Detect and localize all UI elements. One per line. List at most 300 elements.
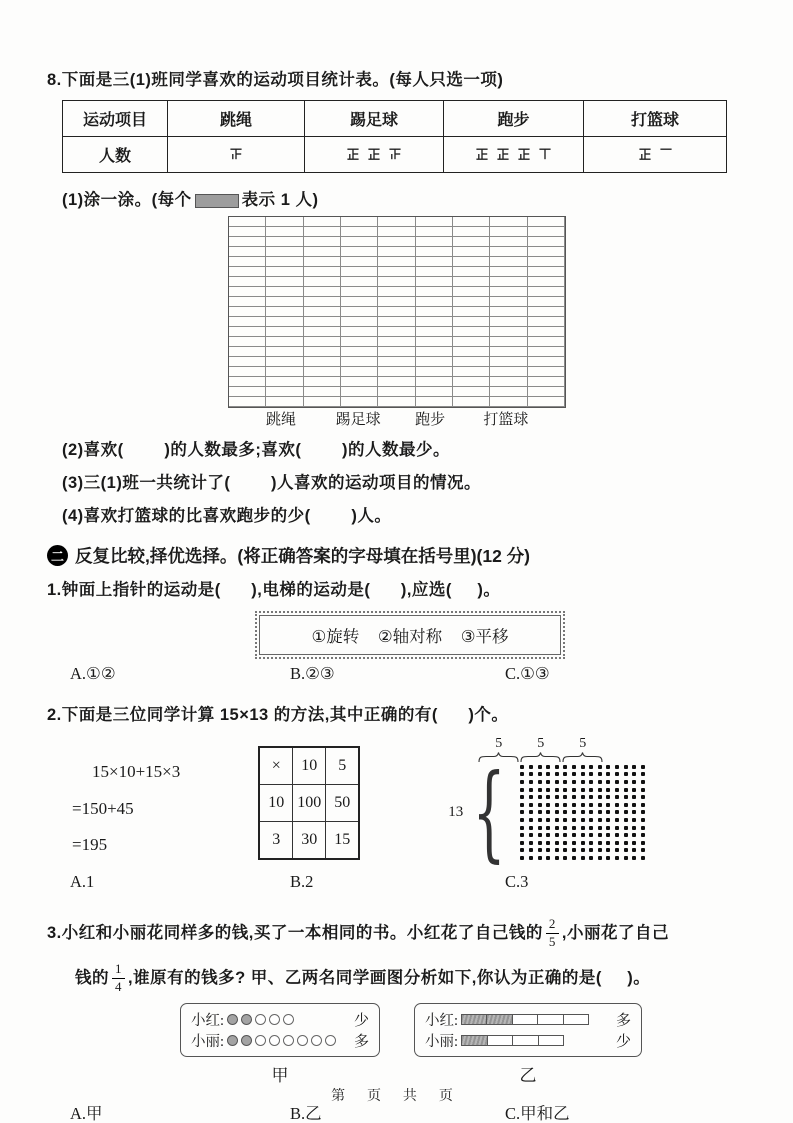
row-count-label: 13 [448,803,464,820]
dot [598,803,602,807]
dot [546,803,550,807]
q1-choice-box [259,615,561,655]
grid-cell [528,347,565,357]
diagram-jia-wrap [180,1003,380,1086]
grid-cell [304,367,341,377]
dot [555,848,559,852]
sports-stats-table [62,100,727,173]
dot [615,826,619,830]
dot [624,841,628,845]
dot [538,856,542,860]
grid-cell [378,277,415,287]
dot [581,772,585,776]
grid-cell [416,287,453,297]
grid-cell [378,237,415,247]
dot [598,810,602,814]
grid-cell [416,327,453,337]
dot [606,826,610,830]
dot [632,780,636,784]
dot [555,772,559,776]
tally-mark [637,146,653,162]
row-name: 小红: [425,1013,459,1029]
dot [538,772,542,776]
diagram-yi [414,1003,642,1057]
dot [538,810,542,814]
dot [632,772,636,776]
method-a-line: =150+45 [72,798,134,818]
tally-mark [516,146,532,162]
dot [520,810,524,814]
empty-segment [564,1015,588,1024]
method-c-dot-diagram [448,736,644,874]
dot [624,848,628,852]
grid-cell [341,357,378,367]
grid-cell [229,287,266,297]
grid-cell [378,227,415,237]
dot [641,788,645,792]
dot [572,848,576,852]
tally-cell-zuqiu [305,137,444,173]
grid-cell [304,347,341,357]
header-cell: 跳绳 [168,101,305,137]
dot [606,810,610,814]
tally-cell-tiaosheng [168,137,305,173]
method-a-calculation [72,754,180,864]
dot [641,810,645,814]
pictograph-area [228,216,566,432]
dot [641,826,645,830]
grid-cell [229,367,266,377]
q2-option-b: B.2 [290,872,314,891]
dot [606,780,610,784]
dot [589,788,593,792]
dot [529,818,533,822]
tally-mark [366,146,382,162]
dot [606,803,610,807]
empty-circle [325,1035,336,1046]
dot [615,765,619,769]
dot [589,810,593,814]
grid-cell [378,387,415,397]
grid-cell [266,397,303,407]
dot [572,856,576,860]
grid-cell [453,337,490,347]
dot [641,772,645,776]
grid-cell [378,297,415,307]
section-2-title: 反复比较,择优选择。(将正确答案的字母填在括号里)(12 分) [75,546,530,566]
dot [589,772,593,776]
dot [563,833,567,837]
dot [615,803,619,807]
method-b-table [258,746,360,860]
dot [572,833,576,837]
grid-cell [490,337,527,347]
dot [598,788,602,792]
grid-cell [266,247,303,257]
grid-cell [304,287,341,297]
grid-cell [304,337,341,347]
q3-diagrams [180,1003,745,1086]
dot [581,765,585,769]
empty-segment [538,1015,563,1024]
grid-cell [490,397,527,407]
dot [563,810,567,814]
grid-cell [266,307,303,317]
jia-row-xiaohong [191,1009,369,1030]
grid-cell [416,227,453,237]
dot [555,780,559,784]
grid-cell [416,297,453,307]
q3-option-b: B.乙 [290,1104,322,1123]
grid-cell [453,357,490,367]
dot [572,788,576,792]
dot [581,810,585,814]
page-footer: 第 页 共 页 [331,1087,462,1103]
dot [572,795,576,799]
choice-item-rotation: ①旋转 [311,628,360,646]
q2-options [47,872,745,899]
grid-cell [229,267,266,277]
dot [606,788,610,792]
dot [606,772,610,776]
choice-item-symmetry: ②轴对称 [377,628,443,646]
grid-cell [490,257,527,267]
q3-text [47,911,745,1001]
dot [572,826,576,830]
grid-cell [416,237,453,247]
circle-group [227,1014,297,1025]
grid-cell [341,307,378,317]
grid-cell [528,217,565,227]
q2-option-c: C.3 [505,872,529,891]
q3-text-part3: 钱的 [75,969,109,987]
dot [546,826,550,830]
axis-label: 跑步 [415,412,446,428]
grid-cell [378,397,415,407]
dot [589,856,593,860]
grid-cell [266,367,303,377]
diagram-yi-wrap [414,1003,642,1086]
dot [538,826,542,830]
dot [555,810,559,814]
dot [555,803,559,807]
grid-cell [453,267,490,277]
mul-cell: 30 [293,822,326,860]
dot [615,841,619,845]
dot [538,833,542,837]
grid-cell [490,347,527,357]
dot [641,795,645,799]
dot [546,780,550,784]
dot [606,765,610,769]
dot [546,848,550,852]
filled-circle [227,1014,238,1025]
row-note: 少 [615,1034,631,1050]
dot [538,818,542,822]
sub1-text-post: 表示 1 人) [241,191,319,209]
brace-label: 5 [537,736,545,751]
q2-option-a: A.1 [70,872,95,891]
dot [606,848,610,852]
grid-cell [341,347,378,357]
grid-cell [341,397,378,407]
grid-cell [528,277,565,287]
grid-cell [341,247,378,257]
grid-cell [304,397,341,407]
grid-cell [266,327,303,337]
dot [615,818,619,822]
grid-cell [229,307,266,317]
bar-xiaohong [461,1014,589,1025]
dot [615,780,619,784]
grid-cell [528,307,565,317]
dot [563,826,567,830]
grid-cell [304,277,341,287]
grid-cell [453,307,490,317]
empty-circle [311,1035,322,1046]
dot [555,788,559,792]
q1-option-b: B.②③ [290,664,335,683]
empty-circle [255,1014,266,1025]
dot [538,780,542,784]
left-brace-icon: { [472,751,506,874]
grid-cell [304,237,341,247]
dot [529,803,533,807]
dot [520,772,524,776]
grid-cell [229,257,266,267]
mul-cell: 15 [326,822,360,860]
q3-option-a: A.甲 [70,1104,103,1123]
grid-cell [528,247,565,257]
grid-cell [416,347,453,357]
grid-cell [266,337,303,347]
dot [538,848,542,852]
axis-label: 踢足球 [335,412,381,428]
grid-cell [341,387,378,397]
grid-cell [378,267,415,277]
grid-cell [378,307,415,317]
grid-cell [229,337,266,347]
dot [546,765,550,769]
grid-cell [341,257,378,267]
dot [529,826,533,830]
dot [555,795,559,799]
dot [538,803,542,807]
tally-mark [474,146,490,162]
method-a-line: =195 [72,835,108,855]
empty-circle [283,1035,294,1046]
tally-mark [228,146,244,162]
dot [598,780,602,784]
dot [529,841,533,845]
grid-cell [304,227,341,237]
mul-cell: 3 [259,822,293,860]
dot [624,772,628,776]
dot [632,826,636,830]
q1-option-a: A.①② [70,664,116,683]
grid-cell [341,287,378,297]
dot [624,765,628,769]
grid-cell [304,387,341,397]
dot [581,826,585,830]
grid-cell [528,297,565,307]
dot [546,788,550,792]
grid-cell [304,247,341,257]
dot [546,810,550,814]
dot [563,795,567,799]
dot [520,788,524,792]
grid-cell [266,317,303,327]
grid-cell [266,297,303,307]
dot [572,818,576,822]
grid-cell [416,377,453,387]
dot [589,803,593,807]
row-name: 小红: [191,1013,225,1029]
grid-cell [416,317,453,327]
header-cell: 打篮球 [584,101,727,137]
grid-cell [229,387,266,397]
diagram-jia [180,1003,380,1057]
dot [598,765,602,769]
grid-cell [490,267,527,277]
dot [624,833,628,837]
dot [598,848,602,852]
grid-cell [378,287,415,297]
q3-text-part2: ,小丽花了自己 [561,924,669,942]
dot [555,765,559,769]
grid-cell [490,247,527,257]
dot [615,788,619,792]
grid-cell [528,267,565,277]
grid-cell [378,367,415,377]
dot [538,788,542,792]
dot [581,833,585,837]
q3-text-part4: ,谁原有的钱多? 甲、乙两名同学画图分析如下,你认为正确的是( )。 [128,969,651,987]
grid-cell [266,347,303,357]
dot [555,818,559,822]
grid-cell [416,357,453,367]
header-cell: 踢足球 [305,101,444,137]
dot [520,780,524,784]
grid-cell [266,287,303,297]
dot [546,795,550,799]
grid-cell [453,377,490,387]
shaded-segment [462,1015,487,1024]
q3-option-c: C.甲和乙 [505,1104,570,1123]
grid-cell [266,217,303,227]
dot [624,788,628,792]
dot [641,818,645,822]
grid-cell [229,327,266,337]
q1-options [47,664,745,691]
mul-cell: 50 [326,785,360,822]
top-brace-icon [520,751,561,763]
grid-cell [528,357,565,367]
empty-circle [269,1014,280,1025]
grid-cell [490,307,527,317]
dot [555,841,559,845]
dot [589,818,593,822]
grid-cell [490,317,527,327]
dot [581,848,585,852]
dot [555,856,559,860]
grid-cell [341,237,378,247]
dot [641,780,645,784]
grid-cell [528,287,565,297]
dot [632,818,636,822]
grid-cell [416,367,453,377]
grid-cell [528,337,565,347]
table-tally-row [63,137,727,173]
empty-circle [283,1014,294,1025]
dot [572,810,576,814]
grid-cell [229,277,266,287]
dot [572,841,576,845]
row-note: 少 [353,1013,369,1029]
grid-cell [453,247,490,257]
row-name: 小丽: [425,1034,459,1050]
grid-cell [266,387,303,397]
shaded-segment [462,1036,488,1045]
fraction-two-fifths: $\frac{2}{5}$ [546,917,559,950]
grid-cell [266,277,303,287]
grid-cell [490,297,527,307]
dot [529,765,533,769]
dot [520,826,524,830]
grid-cell [304,297,341,307]
grid-cell [416,217,453,227]
grid-cell [416,337,453,347]
dot [546,856,550,860]
dot [529,833,533,837]
grid-cell [304,327,341,337]
dot [563,803,567,807]
grid-cell [490,327,527,337]
grid-cell [304,377,341,387]
dot [624,856,628,860]
dot [632,810,636,814]
q3-line-1 [47,911,745,956]
dot [538,841,542,845]
empty-segment [488,1036,514,1045]
dot [615,772,619,776]
header-cell: 运动项目 [63,101,168,137]
dot [555,826,559,830]
q3-line-2 [75,956,745,1001]
brace-group [520,736,561,763]
dot [581,841,585,845]
dot [555,833,559,837]
dot [529,772,533,776]
axis-label: 打篮球 [483,412,529,428]
grid-cell [229,347,266,357]
grid-cell [229,227,266,237]
dot [529,856,533,860]
dot [520,833,524,837]
dot [581,856,585,860]
grid-cell [229,397,266,407]
q1-text: 1.钟面上指针的运动是( ),电梯的运动是( ),应选( )。 [47,581,501,599]
mul-cell: 5 [326,747,360,785]
grid-cell [266,377,303,387]
grid-cell [416,257,453,267]
dot [520,795,524,799]
mul-cell: 10 [259,785,293,822]
empty-circle [269,1035,280,1046]
dot [581,818,585,822]
dot [598,841,602,845]
dot [632,795,636,799]
